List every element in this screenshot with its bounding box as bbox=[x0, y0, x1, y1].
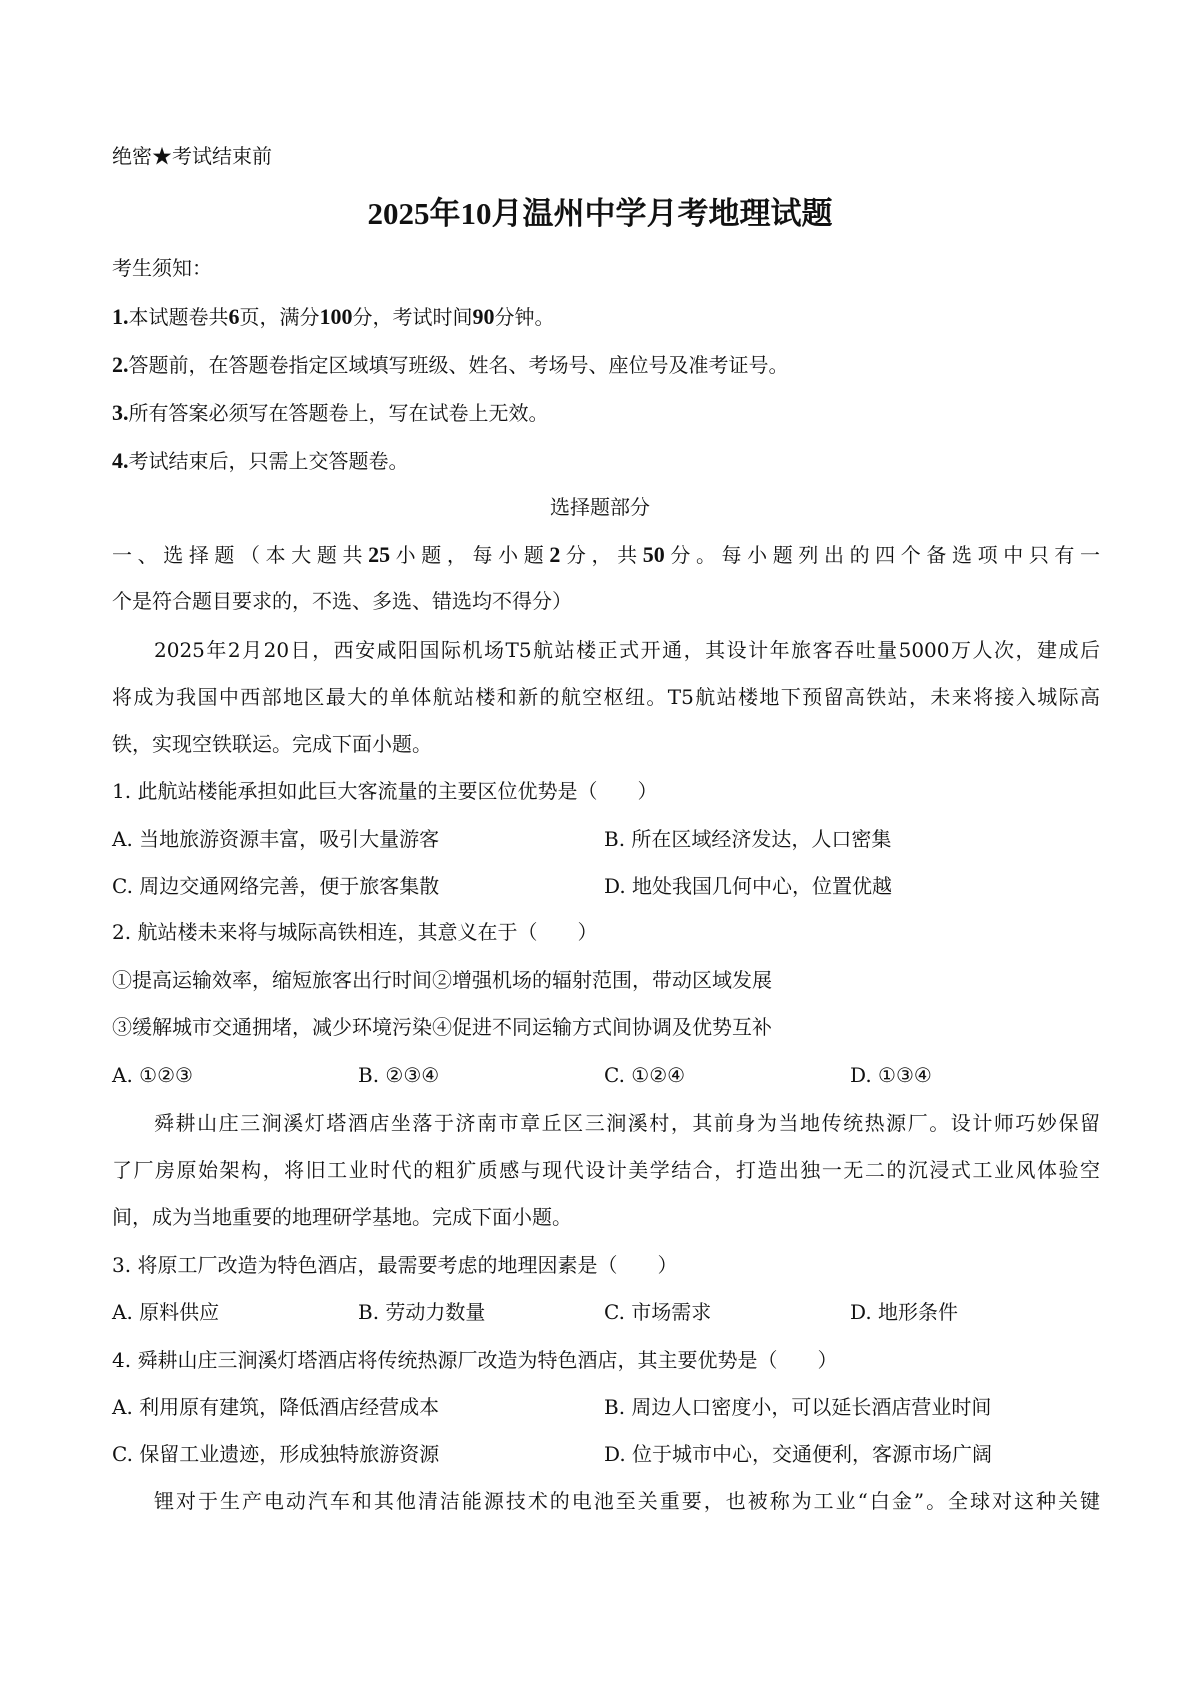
passage-1-line-3: 铁，实现空铁联运。完成下面小题。 bbox=[112, 732, 432, 756]
page-title: 2025年10月温州中学月考地理试题 bbox=[367, 196, 833, 231]
notice-item-2: 2.答题前，在答题卷指定区域填写班级、姓名、考场号、座位号及准考证号。 bbox=[112, 352, 789, 377]
option-c[interactable]: C. 保留工业遗迹，形成独特旅游资源 bbox=[112, 1442, 440, 1466]
question-1-options-row-1 bbox=[112, 829, 1100, 851]
question-4-stem: 4. 舜耕山庄三涧溪灯塔酒店将传统热源厂改造为特色酒店，其主要优势是（ ） bbox=[112, 1348, 838, 1372]
option-d[interactable]: D. ①③④ bbox=[850, 1063, 932, 1087]
option-c[interactable]: C. ①②④ bbox=[604, 1063, 686, 1087]
notice-item-3: 3.所有答案必须写在答题卷上，写在试卷上无效。 bbox=[112, 400, 549, 425]
passage-1-line-2: 将成为我国中西部地区最大的单体航站楼和新的航空枢纽。T5航站楼地下预留高铁站，未来将接入城际高 bbox=[112, 685, 1100, 709]
option-a[interactable]: A. 原料供应 bbox=[112, 1300, 220, 1324]
option-b[interactable]: B. 劳动力数量 bbox=[358, 1300, 486, 1324]
option-d[interactable]: D. 位于城市中心，交通便利，客源市场广阔 bbox=[604, 1442, 993, 1466]
question-3-options bbox=[112, 1302, 1100, 1324]
notice-item-4: 4.考试结束后，只需上交答题卷。 bbox=[112, 448, 409, 473]
option-a[interactable]: A. 利用原有建筑，降低酒店经营成本 bbox=[112, 1395, 440, 1419]
option-b[interactable]: B. 周边人口密度小，可以延长酒店营业时间 bbox=[604, 1395, 992, 1419]
section-heading: 选择题部分 bbox=[550, 495, 650, 519]
question-1-options-row-2 bbox=[112, 876, 1100, 898]
option-c[interactable]: C. 周边交通网络完善，便于旅客集散 bbox=[112, 874, 440, 898]
question-2-statements-1: ①提高运输效率，缩短旅客出行时间②增强机场的辐射范围，带动区域发展 bbox=[112, 968, 772, 992]
option-a[interactable]: A. 当地旅游资源丰富，吸引大量游客 bbox=[112, 827, 440, 851]
passage-2-line-1: 舜耕山庄三涧溪灯塔酒店坐落于济南市章丘区三涧溪村，其前身为当地传统热源厂。设计师巧妙保留 bbox=[154, 1111, 1100, 1135]
question-2-statements-2: ③缓解城市交通拥堵，减少环境污染④促进不同运输方式间协调及优势互补 bbox=[112, 1015, 772, 1039]
section-intro-line-1: 一、选择题（本大题共25小题，每小题2分，共50分。每小题列出的四个备选项中只有一 bbox=[112, 542, 1101, 567]
passage-2-line-3: 间，成为当地重要的地理研学基地。完成下面小题。 bbox=[112, 1205, 572, 1229]
section-intro-line-2: 个是符合题目要求的，不选、多选、错选均不得分） bbox=[112, 589, 572, 613]
notice-heading: 考生须知： bbox=[112, 256, 212, 280]
passage-2-line-2: 了厂房原始架构，将旧工业时代的粗犷质感与现代设计美学结合，打造出独一无二的沉浸式工业风体验空 bbox=[112, 1158, 1100, 1182]
question-4-options-row-2 bbox=[112, 1444, 1100, 1466]
option-b[interactable]: B. ②③④ bbox=[358, 1063, 440, 1087]
option-d[interactable]: D. 地处我国几何中心，位置优越 bbox=[604, 874, 893, 898]
option-b[interactable]: B. 所在区域经济发达，人口密集 bbox=[604, 827, 892, 851]
question-3-stem: 3. 将原工厂改造为特色酒店，最需要考虑的地理因素是（ ） bbox=[112, 1253, 678, 1277]
question-2-options bbox=[112, 1065, 1100, 1087]
question-1-stem: 1. 此航站楼能承担如此巨大客流量的主要区位优势是（ ） bbox=[112, 779, 658, 803]
question-4-options-row-1 bbox=[112, 1397, 1100, 1419]
option-a[interactable]: A. ①②③ bbox=[112, 1063, 193, 1087]
question-2-stem: 2. 航站楼未来将与城际高铁相连，其意义在于（ ） bbox=[112, 920, 598, 944]
passage-1-line-1: 2025年2月20日，西安咸阳国际机场T5航站楼正式开通，其设计年旅客吞吐量5000万人次，建成后 bbox=[154, 638, 1100, 662]
option-d[interactable]: D. 地形条件 bbox=[850, 1300, 959, 1324]
notice-item-1: 1.本试题卷共6页，满分100分，考试时间90分钟。 bbox=[112, 304, 555, 329]
passage-3-line-1: 锂对于生产电动汽车和其他清洁能源技术的电池至关重要，也被称为工业“白金”。全球对这种关键 bbox=[154, 1489, 1100, 1513]
classification-label: 绝密★考试结束前 bbox=[112, 144, 272, 168]
option-c[interactable]: C. 市场需求 bbox=[604, 1300, 712, 1324]
